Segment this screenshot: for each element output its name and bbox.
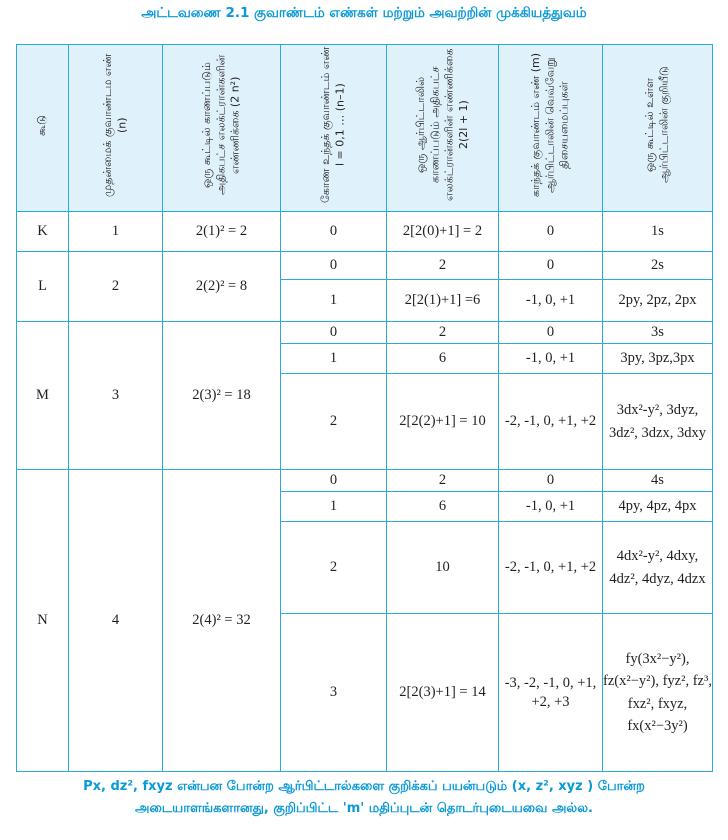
- shell-cell: K: [17, 212, 69, 252]
- orbital-cell: 2s: [603, 252, 713, 280]
- n-cell: 4: [69, 470, 163, 772]
- max-cell: 2(2)² = 8: [163, 252, 281, 322]
- m-cell: -2, -1, 0, +1, +2: [499, 522, 603, 614]
- shell-cell: M: [17, 322, 69, 470]
- header-shell: கூடு: [17, 45, 69, 212]
- l-cell: 1: [281, 492, 387, 522]
- l-cell: 2: [281, 374, 387, 470]
- orbital-cell: 1s: [603, 212, 713, 252]
- orbital-cell: 4s: [603, 470, 713, 492]
- table-row: [17, 212, 713, 252]
- quantum-numbers-table: [16, 44, 713, 772]
- orbital-cell: 3dx²-y², 3dyz, 3dz², 3dzx, 3dxy: [603, 374, 713, 470]
- n-cell: 2: [69, 252, 163, 322]
- l-cell: 1: [281, 344, 387, 374]
- n-cell: 3: [69, 322, 163, 470]
- l-cell: 0: [281, 470, 387, 492]
- header-max-electrons-orbital: ஒரு ஆர்பிட்டாலில் காணப்படும் அதிகபட்ச எலக்ட்ரான்களின் எண்ணிக்கை 2(2l + 1): [387, 45, 499, 212]
- header-principal-n: முதன்மைக் குவாண்டம எண் (n): [69, 45, 163, 212]
- orbital-cell: 2py, 2pz, 2px: [603, 280, 713, 322]
- m-cell: -3, -2, -1, 0, +1, +2, +3: [499, 614, 603, 772]
- orbital-cell: 4dx²-y², 4dxy, 4dz², 4dyz, 4dzx: [603, 522, 713, 614]
- m-cell: -1, 0, +1: [499, 344, 603, 374]
- max-cell: 2(4)² = 32: [163, 470, 281, 772]
- orbital-cell: 4py, 4pz, 4px: [603, 492, 713, 522]
- electrons-cell: 2: [387, 322, 499, 344]
- electrons-cell: 2: [387, 252, 499, 280]
- orbital-cell: 3s: [603, 322, 713, 344]
- table-row: [17, 322, 713, 344]
- table-title: அட்டவணை 2.1 குவாண்டம் எண்கள் மற்றும் அவற்றின் முக்கியத்துவம்: [141, 5, 587, 21]
- m-cell: 0: [499, 322, 603, 344]
- m-cell: 0: [499, 252, 603, 280]
- electrons-cell: 2[2(3)+1] = 14: [387, 614, 499, 772]
- max-cell: 2(1)² = 2: [163, 212, 281, 252]
- l-cell: 0: [281, 212, 387, 252]
- electrons-cell: 6: [387, 492, 499, 522]
- l-cell: 0: [281, 252, 387, 280]
- l-cell: 2: [281, 522, 387, 614]
- m-cell: -1, 0, +1: [499, 280, 603, 322]
- m-cell: 0: [499, 212, 603, 252]
- shell-cell: L: [17, 252, 69, 322]
- orbital-cell: fy(3x²−y²), fz(x²−y²), fyz², fz³, fxz², fxyz, fx(x²−3y²): [603, 614, 713, 772]
- n-cell: 1: [69, 212, 163, 252]
- m-cell: -1, 0, +1: [499, 492, 603, 522]
- l-cell: 0: [281, 322, 387, 344]
- header-row: [17, 45, 713, 212]
- l-cell: 1: [281, 280, 387, 322]
- table-row: [17, 470, 713, 492]
- footnote: Px, dz², fxyz என்பன போன்ற ஆர்பிட்டால்களை குறிக்கப் பயன்படும் (x, z², xyz ) போன்ற அடையாளங்களானது, குறிப்பிட்ட 'm' மதிப்புடன் தொடர்புடையவை அல்ல.: [83, 779, 645, 817]
- electrons-cell: 10: [387, 522, 499, 614]
- table-row: [17, 252, 713, 280]
- header-magnetic-m: காந்தக் குவாண்டம் எண் (m) ஆர்பிட்டாலின் வெவ்வேறு திசையமைப்புகள்: [499, 45, 603, 212]
- m-cell: -2, -1, 0, +1, +2: [499, 374, 603, 470]
- header-orbital-notation: ஒரு கூட்டில் உள்ள ஆர்பிட்டாலின் குறியீடு: [603, 45, 713, 212]
- header-azimuthal-l: கோண உந்தக் குவாண்டம் எண் l = 0,1 … (n–1): [281, 45, 387, 212]
- shell-cell: N: [17, 470, 69, 772]
- electrons-cell: 6: [387, 344, 499, 374]
- electrons-cell: 2[2(1)+1] =6: [387, 280, 499, 322]
- electrons-cell: 2[2(2)+1] = 10: [387, 374, 499, 470]
- orbital-cell: 3py, 3pz,3px: [603, 344, 713, 374]
- max-cell: 2(3)² = 18: [163, 322, 281, 470]
- electrons-cell: 2[2(0)+1] = 2: [387, 212, 499, 252]
- m-cell: 0: [499, 470, 603, 492]
- l-cell: 3: [281, 614, 387, 772]
- electrons-cell: 2: [387, 470, 499, 492]
- header-max-electrons-shell: ஒரு கூட்டில் காணப்படும் அதிகபட்ச எலக்ட்ரான்களின் எண்ணிக்கை (2 n²): [163, 45, 281, 212]
